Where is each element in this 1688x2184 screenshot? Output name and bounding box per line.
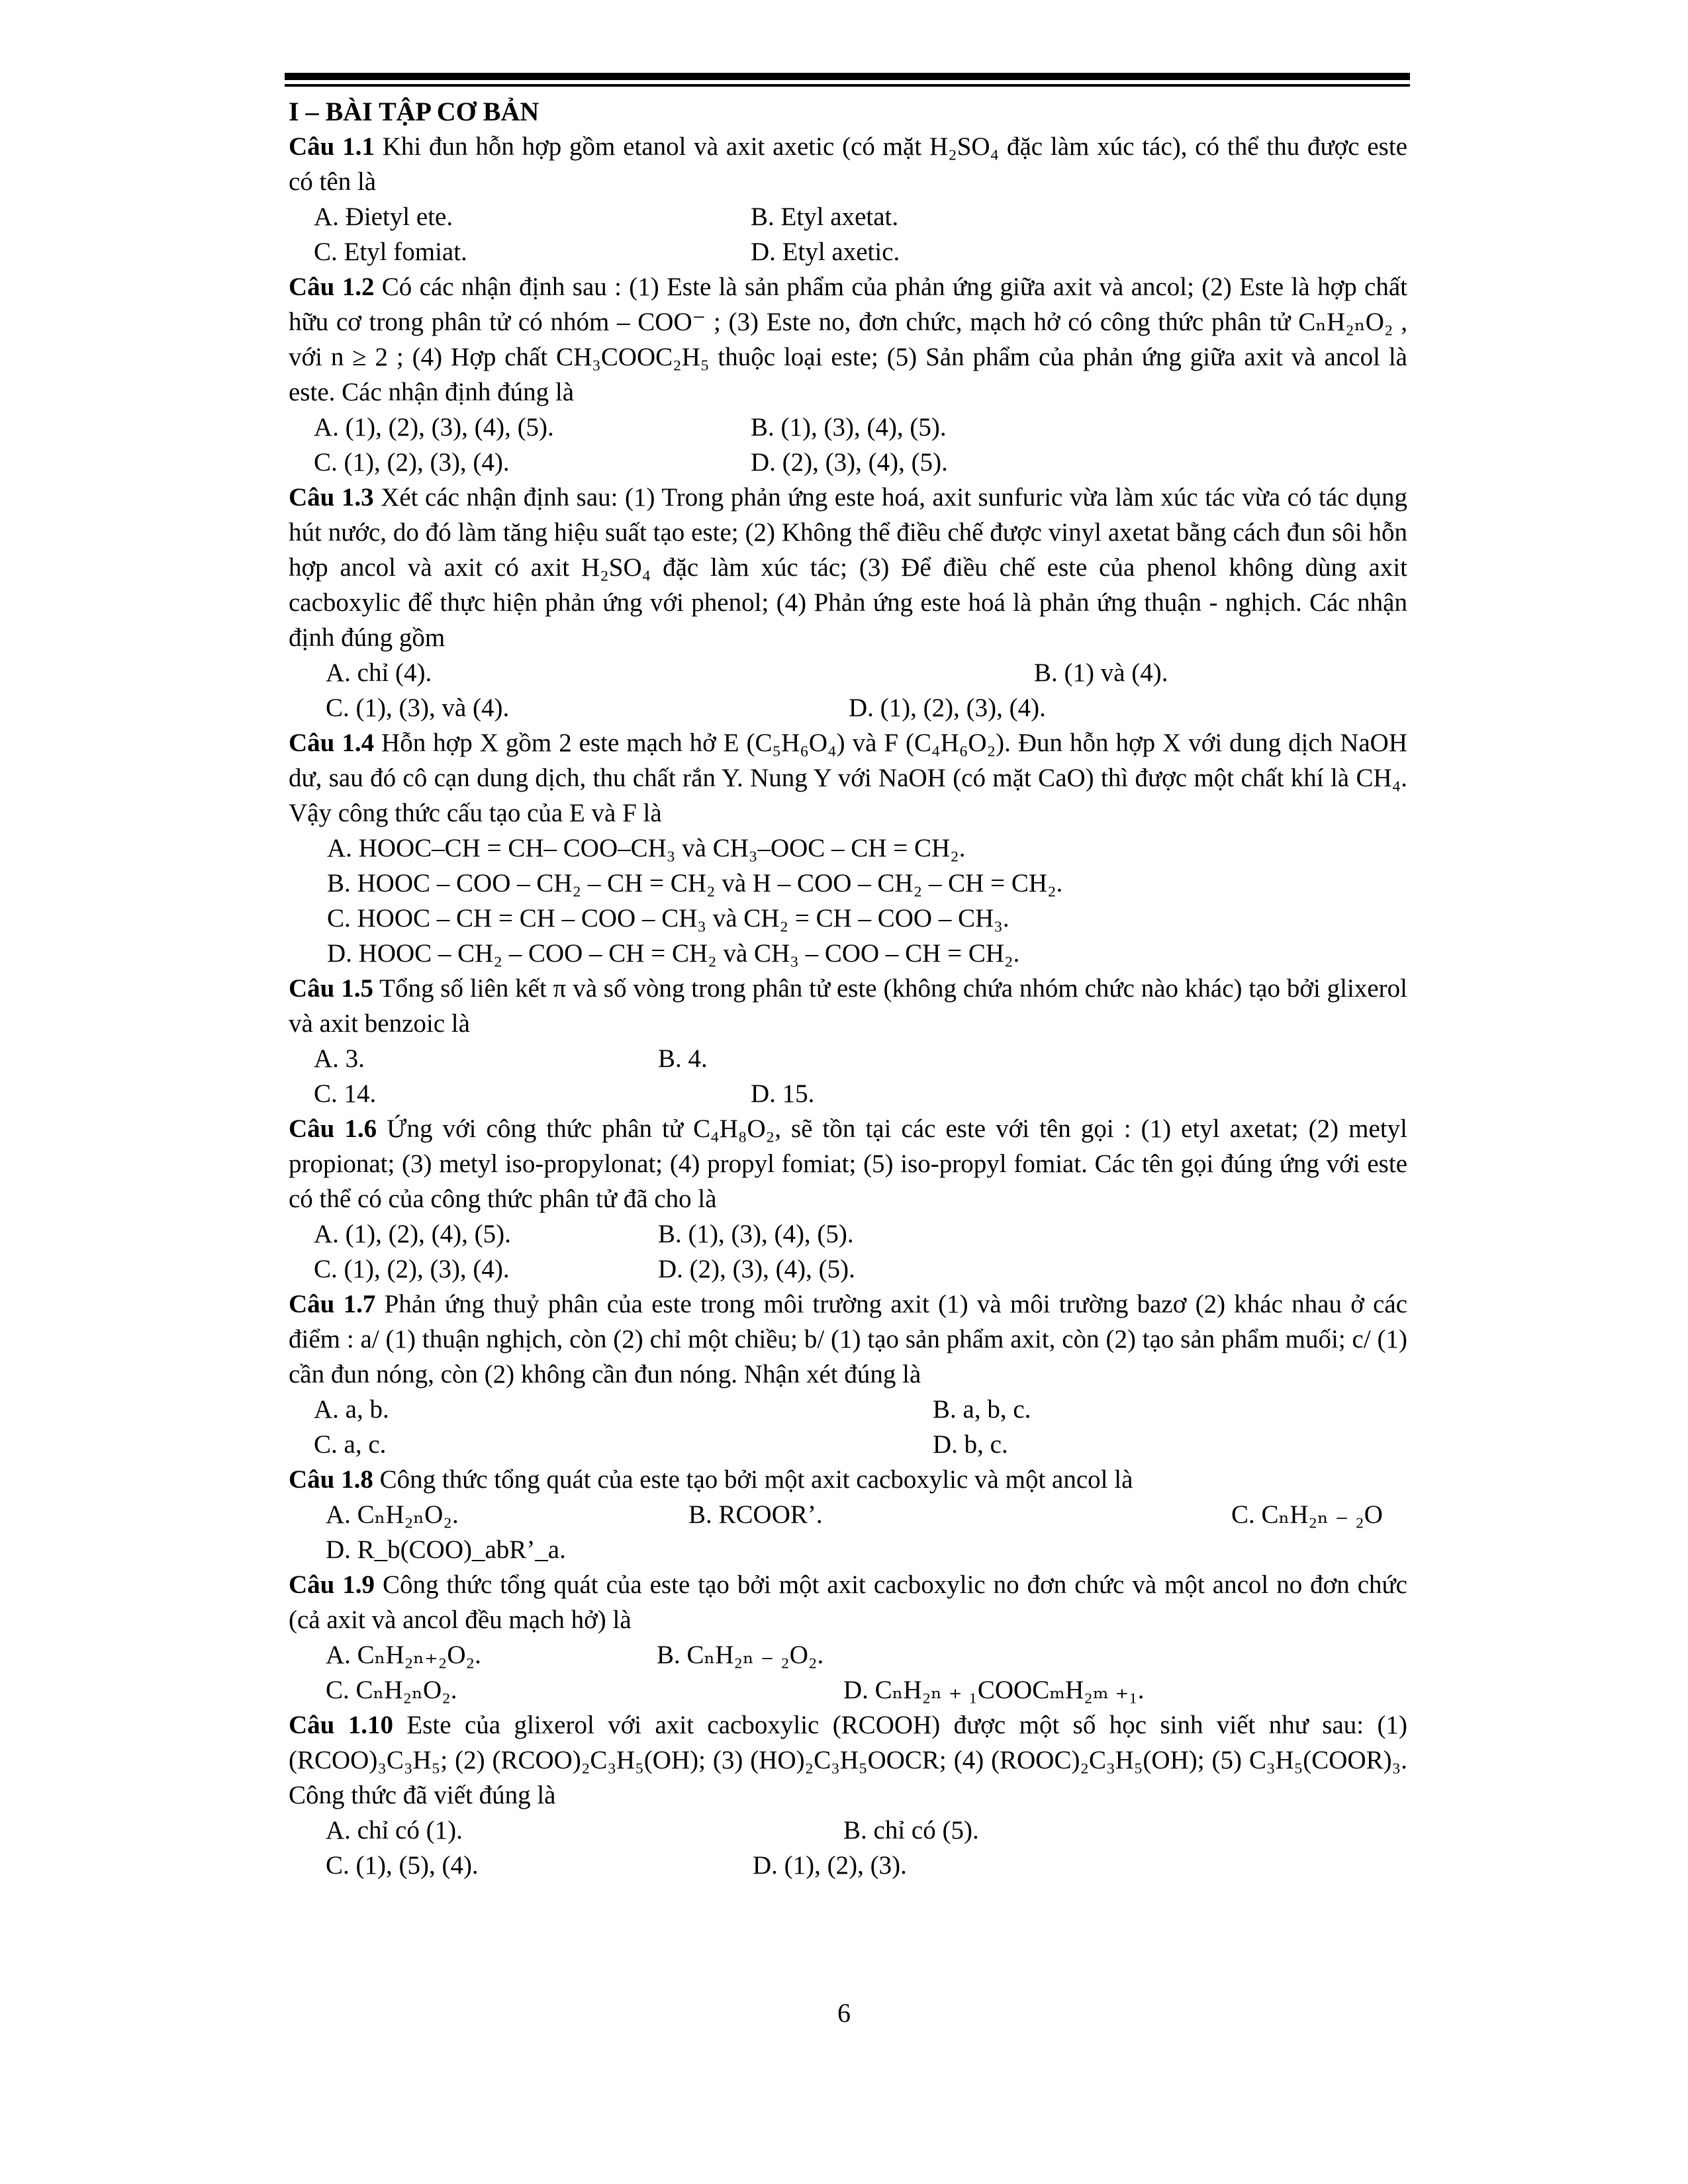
question-1-7	[289, 1287, 1407, 1392]
option-d[interactable]: D. (1), (2), (3), (4).	[849, 694, 1046, 722]
option-d[interactable]: D. b, c.	[933, 1430, 1008, 1459]
option-b[interactable]: B. (1), (3), (4), (5).	[751, 413, 947, 441]
question-label: Câu 1.6	[289, 1115, 377, 1143]
page-content	[289, 94, 1407, 1883]
option-a[interactable]: A. Đietyl ete.	[314, 203, 453, 231]
option-d[interactable]: D. (1), (2), (3).	[753, 1851, 907, 1880]
option-c[interactable]: C. Etyl fomiat.	[314, 238, 467, 266]
option-a[interactable]: A. (1), (2), (3), (4), (5).	[314, 413, 554, 441]
question-1-3	[289, 480, 1407, 655]
question-1-10	[289, 1707, 1407, 1813]
question-1-5	[289, 971, 1407, 1041]
options-row	[289, 1041, 1407, 1076]
question-text: Phản ứng thuỷ phân của este trong môi trường axit (1) và môi trường bazơ (2) khác nhau ở các điểm : a/ (1) thuận nghịch, còn (2) chỉ một chiều; b/ (1) tạo sản phẩm axit, còn (2) tạo sản phẩm muối; c/ (1) cần đun nóng, còn (2) không cần đun nóng. Nhận xét đúng là	[289, 1290, 1408, 1388]
option-b[interactable]: B. RCOOR’.	[688, 1500, 823, 1529]
option-b[interactable]: B. HOOC – COO – CH₂ – CH = CH₂ và H – COO – CH₂ – CH = CH₂.	[327, 869, 1063, 897]
options-row	[289, 1427, 1407, 1462]
option-a[interactable]: A. HOOC–CH = CH– COO–CH₃ và CH₃–OOC – CH = CH₂.	[327, 834, 966, 862]
question-label: Câu 1.1	[289, 132, 375, 161]
question-label: Câu 1.4	[289, 729, 375, 757]
option-c[interactable]: C. a, c.	[314, 1430, 387, 1459]
options-row	[289, 1251, 1407, 1287]
question-label: Câu 1.8	[289, 1465, 373, 1494]
question-text: Có các nhận định sau : (1) Este là sản phẩm của phản ứng giữa axit và ancol; (2) Este là hợp chất hữu cơ trong phân tử có nhóm – COO⁻ ; (3) Este no, đơn chức, mạch hở có công thức phân tử CₙH₂ₙO₂ , với n ≥ 2 ; (4) Hợp chất CH₃COOC₂H₅ thuộc loại este; (5) Sản phẩm của phản ứng giữa axit và ancol là este. Các nhận định đúng là	[289, 273, 1407, 406]
options-row	[289, 1392, 1407, 1427]
question-label: Câu 1.7	[289, 1290, 376, 1318]
options-row	[289, 199, 1407, 234]
option-b[interactable]: B. chỉ có (5).	[843, 1816, 979, 1844]
question-label: Câu 1.9	[289, 1570, 375, 1599]
question-text: Xét các nhận định sau: (1) Trong phản ứng este hoá, axit sunfuric vừa làm xúc tác vừa có tác dụng hút nước, do đó làm tăng hiệu suất tạo este; (2) Không thể điều chế được vinyl axetat bằng cách đun sôi hỗn hợp ancol và axit có axit H₂SO₄ đặc làm xúc tác; (3) Để điều chế este của phenol không dùng axit cacboxylic để thực hiện phản ứng với phenol; (4) Phản ứng este hoá là phản ứng thuận - nghịch. Các nhận định đúng gồm	[289, 483, 1407, 652]
top-rule-thin	[285, 84, 1410, 87]
options-row	[289, 234, 1407, 269]
option-a[interactable]: A. chỉ (4).	[326, 659, 432, 687]
question-text: Công thức tổng quát của este tạo bởi một axit cacboxylic và một ancol là	[373, 1465, 1133, 1494]
options-row	[289, 410, 1407, 445]
section-heading: I – BÀI TẬP CƠ BẢN	[289, 97, 539, 126]
option-a[interactable]: A. CₙH₂ₙO₂.	[326, 1500, 459, 1529]
question-text: Hỗn hợp X gồm 2 este mạch hở E (C₅H₆O₄) và F (C₄H₆O₂). Đun hỗn hợp X với dung dịch NaOH dư, sau đó cô cạn dung dịch, thu chất rắn Y. Nung Y với NaOH (có mặt CaO) thì được một chất khí là CH₄. Vậy công thức cấu tạo của E và F là	[289, 729, 1407, 827]
option-b[interactable]: B. CₙH₂ₙ ₋ ₂O₂.	[657, 1641, 824, 1669]
question-text: Este của glixerol với axit cacboxylic (RCOOH) được một số học sinh viết như sau: (1) (RCOO)₃C₃H₅; (2) (RCOO)₂C₃H₅(OH); (3) (HO)₂C₃H₅OOCR; (4) (ROOC)₂C₃H₅(OH); (5) C₃H₅(COOR)₃. Công thức đã viết đúng là	[289, 1711, 1407, 1809]
option-a[interactable]: A. a, b.	[314, 1395, 389, 1424]
option-b[interactable]: B. 4.	[658, 1044, 708, 1073]
options-row	[289, 1216, 1407, 1251]
option-c[interactable]: C. (1), (3), và (4).	[326, 694, 510, 722]
options-list	[289, 831, 1407, 971]
option-c[interactable]: C. CₙH₂ₙ ₋ ₂O	[1231, 1500, 1383, 1529]
option-d[interactable]: D. HOOC – CH₂ – COO – CH = CH₂ và CH₃ – COO – CH = CH₂.	[327, 939, 1020, 968]
options-row	[289, 445, 1407, 480]
option-b[interactable]: B. (1) và (4).	[1034, 659, 1168, 687]
option-c[interactable]: C. CₙH₂ₙO₂.	[326, 1676, 457, 1704]
option-c[interactable]: C. 14.	[314, 1079, 377, 1108]
options-row	[289, 1532, 1407, 1567]
option-c[interactable]: C. HOOC – CH = CH – COO – CH₃ và CH₂ = CH – COO – CH₃.	[327, 904, 1009, 933]
option-a[interactable]: A. (1), (2), (4), (5).	[314, 1220, 511, 1248]
question-1-9	[289, 1567, 1407, 1637]
option-d[interactable]: D. R_b(COO)_abR’_a.	[326, 1535, 566, 1564]
options-row	[289, 1672, 1407, 1707]
option-c[interactable]: C. (1), (2), (3), (4).	[314, 1255, 510, 1283]
question-text: Khi đun hỗn hợp gồm etanol và axit axetic (có mặt H₂SO₄ đặc làm xúc tác), có thể thu được este có tên là	[289, 132, 1408, 196]
question-text: Tổng số liên kết π và số vòng trong phân tử este (không chứa nhóm chức nào khác) tạo bởi glixerol và axit benzoic là	[289, 974, 1407, 1038]
options-row	[289, 1848, 1407, 1883]
option-b[interactable]: B. a, b, c.	[933, 1395, 1031, 1424]
question-1-4	[289, 725, 1407, 831]
option-d[interactable]: D. (2), (3), (4), (5).	[658, 1255, 855, 1283]
question-text: Công thức tổng quát của este tạo bởi một axit cacboxylic no đơn chức và một ancol no đơn chức (cả axit và ancol đều mạch hở) là	[289, 1570, 1407, 1634]
options-row	[289, 1637, 1407, 1672]
question-1-8	[289, 1462, 1407, 1497]
option-c[interactable]: C. (1), (5), (4).	[326, 1851, 479, 1880]
option-d[interactable]: D. 15.	[751, 1079, 815, 1108]
option-d[interactable]: D. (2), (3), (4), (5).	[751, 448, 948, 477]
page-number: 6	[837, 1998, 851, 2028]
option-b[interactable]: B. (1), (3), (4), (5).	[658, 1220, 854, 1248]
question-label: Câu 1.2	[289, 273, 375, 301]
question-label: Câu 1.3	[289, 483, 374, 512]
options-row	[289, 1497, 1407, 1532]
options-row	[289, 1076, 1407, 1111]
option-a[interactable]: A. 3.	[314, 1044, 365, 1073]
options-row	[289, 655, 1407, 690]
option-c[interactable]: C. (1), (2), (3), (4).	[314, 448, 510, 477]
question-text: Ứng với công thức phân tử C₄H₈O₂, sẽ tồn tại các este với tên gọi : (1) etyl axetat; (2) metyl propionat; (3) metyl iso-propylonat; (4) propyl fomiat; (5) iso-propyl fomiat. Các tên gọi đúng ứng với este có thể có của công thức phân tử đã cho là	[289, 1115, 1407, 1213]
options-row	[289, 1813, 1407, 1848]
question-1-1	[289, 129, 1407, 199]
option-d[interactable]: D. Etyl axetic.	[751, 238, 900, 266]
option-d[interactable]: D. CₙH₂ₙ ₊ ₁COOCₘH₂ₘ ₊₁.	[843, 1676, 1145, 1704]
question-label: Câu 1.5	[289, 974, 373, 1003]
top-rule-thick	[285, 73, 1410, 80]
option-a[interactable]: A. chỉ có (1).	[326, 1816, 463, 1844]
option-a[interactable]: A. CₙH₂ₙ₊₂O₂.	[326, 1641, 481, 1669]
question-1-6	[289, 1111, 1407, 1216]
question-1-2	[289, 269, 1407, 410]
question-label: Câu 1.10	[289, 1711, 394, 1739]
option-b[interactable]: B. Etyl axetat.	[751, 203, 899, 231]
options-row	[289, 690, 1407, 725]
